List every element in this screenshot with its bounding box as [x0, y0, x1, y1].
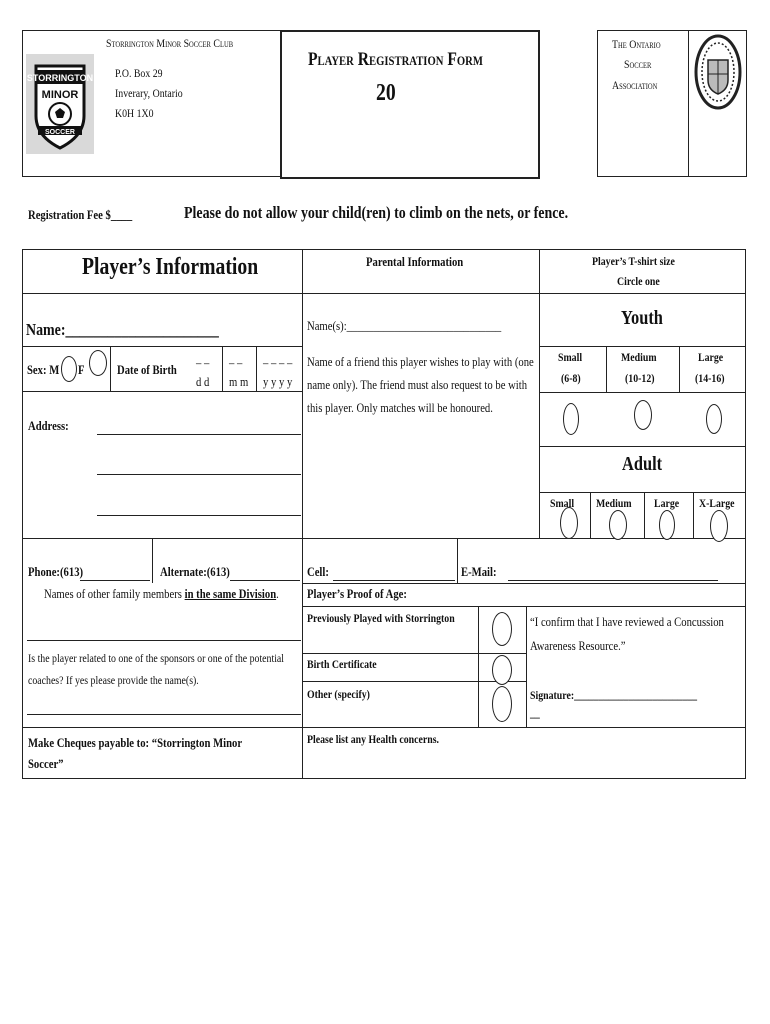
cell-divider	[457, 538, 458, 583]
adult-medium-radio[interactable]	[609, 510, 627, 540]
friend-request-note: Name of a friend this player wishes to play with (one name only). The friend must also request to be with this player. Only matches will be honoured.	[307, 354, 534, 415]
family-members-note: Names of other family members in the same Division.	[44, 586, 279, 601]
youth-small-radio[interactable]	[563, 403, 579, 435]
proof-option-previously-played: Previously Played with Storrington	[307, 611, 455, 625]
adult-large-radio[interactable]	[659, 510, 675, 540]
club-address-1: P.O. Box 29	[115, 66, 163, 80]
alternate-phone-label: Alternate:(613)	[160, 564, 230, 579]
cheques-note: Make Cheques payable to: “Storrington Minor Soccer”	[28, 735, 242, 771]
logo-text-bottom: SOCCER	[45, 129, 75, 136]
club-address-2: Inverary, Ontario	[115, 86, 183, 100]
signature-field-tail: __	[530, 706, 540, 720]
club-logo	[26, 54, 94, 154]
phone-field[interactable]	[80, 580, 150, 581]
address-line-1[interactable]	[97, 434, 301, 435]
sponsor-question: Is the player related to one of the sponsors or one of the potential coaches? If yes please provide the name(s).	[28, 651, 285, 687]
dob-yy-label: y y y y	[263, 374, 293, 389]
youth-size-medium: Medium	[621, 350, 657, 364]
adult-divider-2	[644, 492, 645, 538]
email-label: E-Mail:	[461, 564, 497, 579]
youth-size-large-range: (14-16)	[695, 371, 725, 385]
dob-dd-dash[interactable]: – –	[196, 355, 210, 370]
association-line-3: Association	[612, 78, 658, 92]
soccer-shield-icon	[26, 54, 94, 154]
signature-field[interactable]: Signature:_________________________	[530, 688, 698, 702]
association-divider	[688, 30, 689, 177]
parent-names-field[interactable]: Name(s):_____________________________	[307, 318, 502, 333]
club-name: Storrington Minor Soccer Club	[106, 36, 234, 50]
adult-divider-3	[693, 492, 694, 538]
proof-divider-2	[526, 606, 527, 727]
player-info-heading: Player’s Information	[82, 254, 259, 280]
health-concerns-label: Please list any Health concerns.	[307, 732, 440, 746]
safety-warning: Please do not allow your child(ren) to climb on the nets, or fence.	[184, 203, 569, 222]
tshirt-subheading: Circle one	[616, 274, 660, 288]
form-year: 20	[376, 80, 396, 106]
row-line-proof	[302, 583, 746, 584]
row-line-proof-1	[302, 653, 526, 654]
dob-mm-label: m m	[229, 374, 249, 389]
tshirt-heading: Player’s T-shirt size	[592, 254, 676, 268]
adult-divider-1	[590, 492, 591, 538]
sex-divider	[110, 346, 111, 391]
row-line-name	[22, 346, 302, 347]
address-line-3[interactable]	[97, 515, 301, 516]
adult-xlarge-radio[interactable]	[710, 510, 728, 542]
adult-label: Adult	[622, 453, 663, 475]
cell-field[interactable]	[333, 580, 455, 581]
youth-label: Youth	[621, 307, 663, 329]
dob-divider-2	[256, 346, 257, 391]
adult-small-radio[interactable]	[560, 507, 578, 539]
club-address-3: K0H 1X0	[115, 106, 154, 120]
alternate-phone-field[interactable]	[230, 580, 300, 581]
row-line-adult	[539, 446, 746, 447]
row-line-proof-2	[302, 681, 526, 682]
dob-mm-dash[interactable]: – –	[229, 355, 243, 370]
youth-medium-radio[interactable]	[634, 400, 652, 430]
family-members-field[interactable]	[27, 640, 301, 641]
form-title: Player Registration Form	[308, 49, 483, 70]
sex-f-label: F	[78, 362, 85, 377]
phone-divider	[152, 538, 153, 583]
logo-text-mid: MINOR	[41, 89, 79, 101]
row-line-sex	[22, 391, 302, 392]
sex-f-radio[interactable]	[89, 350, 107, 376]
player-name-field[interactable]: Name:______________________	[26, 320, 219, 339]
dob-divider-1	[222, 346, 223, 391]
youth-size-small-range: (6-8)	[561, 371, 581, 385]
youth-size-large: Large	[697, 350, 723, 364]
youth-size-small: Small	[558, 350, 583, 364]
row-line-adult-sizes	[539, 492, 746, 493]
youth-large-radio[interactable]	[706, 404, 722, 434]
email-field[interactable]	[508, 580, 718, 581]
adult-size-xlarge: X-Large	[699, 496, 735, 510]
association-line-1: The Ontario	[612, 37, 661, 51]
adult-size-medium: Medium	[596, 496, 632, 510]
row-line-1	[22, 293, 746, 294]
sex-m-radio[interactable]	[61, 356, 77, 382]
association-line-2: Soccer	[624, 57, 652, 71]
adult-size-large: Large	[654, 496, 680, 510]
concussion-confirmation: “I confirm that I have reviewed a Concussion Awareness Resource.”	[530, 614, 724, 653]
association-seal-icon	[694, 32, 742, 112]
address-line-2[interactable]	[97, 474, 301, 475]
proof-radio-previously-played[interactable]	[492, 612, 512, 646]
sponsor-field[interactable]	[27, 714, 301, 715]
proof-of-age-heading: Player’s Proof of Age:	[307, 586, 407, 601]
sex-label: Sex: M	[27, 362, 60, 377]
proof-radio-other[interactable]	[492, 686, 512, 722]
proof-option-birth-certificate: Birth Certificate	[307, 657, 377, 671]
registration-fee-label: Registration Fee $____	[28, 207, 133, 222]
row-line-contact	[22, 538, 746, 539]
row-line-youth-sizes	[539, 392, 746, 393]
proof-option-other: Other (specify)	[307, 687, 370, 701]
parental-info-heading: Parental Information	[366, 254, 464, 269]
col-divider-left	[302, 249, 303, 779]
row-line-youth	[539, 346, 746, 347]
youth-size-medium-range: (10-12)	[625, 371, 655, 385]
row-line-cheques	[22, 727, 746, 728]
address-label: Address:	[28, 418, 69, 433]
row-line-proof-head	[302, 606, 746, 607]
logo-text-top: STORRINGTON	[26, 73, 94, 83]
adult-size-small: Small	[550, 496, 575, 510]
phone-label: Phone:(613)	[28, 564, 84, 579]
cell-label: Cell:	[307, 564, 329, 579]
dob-yy-dash[interactable]: – – – –	[263, 355, 293, 370]
dob-label: Date of Birth	[117, 362, 177, 377]
proof-radio-birth-certificate[interactable]	[492, 655, 512, 685]
dob-dd-label: d d	[196, 374, 210, 389]
